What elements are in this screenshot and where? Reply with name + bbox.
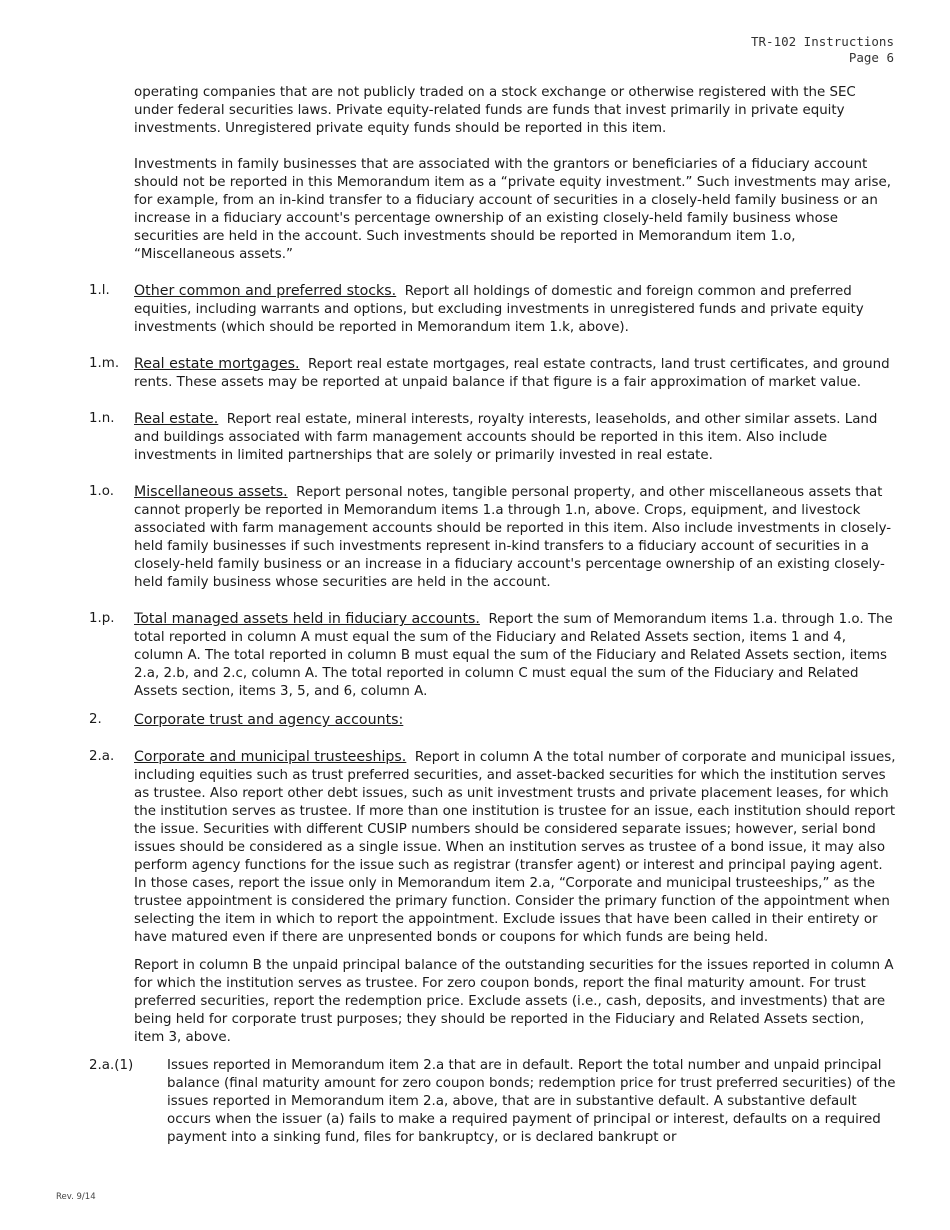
item-title: Other common and preferred stocks. (134, 283, 397, 299)
item-title: Corporate trust and agency accounts: (134, 712, 404, 728)
item-text: Issues reported in Memorandum item 2.a that are in default. Report the total number and unpaid principal balance (final maturity amount for zero coupon bonds; redemption price for trust preferred securities) of the issues reported in Memorandum item 2.a, above, that are in substantive default. A substantive default occurs when the issuer (a) fails to make a required payment of principal or interest, defaults on a required payment into a sinking fund, files for bankruptcy, or is declared bankrupt or (167, 1058, 896, 1145)
item-title: Total managed assets held in fiduciary accounts. (134, 611, 480, 627)
item-title: Real estate. (134, 411, 219, 427)
memo-item-2a-paragraph-2: Report in column B the unpaid principal balance of the outstanding securities for the issues reported in column A for which the institution serves as trustee. For zero coupon bonds, report the final maturity amount. For trust preferred securities, report the redemption price. Exclude assets (i.e., cash, deposits, and investments) that are being held for corporate trust purposes; they should be reported in the Fiduciary and Related Assets section, item 3, above. (134, 958, 894, 1045)
item-number: 2.a. (89, 749, 115, 764)
intro-paragraph-1: operating companies that are not publicly traded on a stock exchange or otherwise registered with the SEC under federal securities laws. Private equity-related funds are funds that invest primarily in private equity investments. Unregistered private equity funds should be reported in this item. (134, 85, 856, 136)
item-number: 1.p. (89, 611, 115, 626)
item-text: Report real estate, mineral interests, royalty interests, leaseholds, and other similar assets. Land and buildings associated with farm management accounts should be reported in this item. Also include investments in limited partnerships that are solely or primarily invested in real estate. (134, 412, 878, 463)
item-number: 1.n. (89, 411, 115, 426)
document-title: TR-102 Instructions (751, 34, 894, 49)
item-number: 1.m. (89, 356, 120, 371)
memo-item-1m (0, 355, 896, 392)
memo-item-2a1 (0, 1057, 896, 1147)
item-number: 2. (89, 712, 102, 727)
page-number: Page 6 (848, 50, 894, 65)
intro-paragraph-2: Investments in family businesses that are associated with the grantors or beneficiaries of a fiduciary account should not be reported in this Memorandum item as a “private equity investment.” Such investments may arise, for example, from an in-kind transfer to a fiduciary account of securities in a closely-held family business or an increase in a fiduciary account's percentage ownership of an existing closely-held family business whose securities are held in the account. Such investments should be reported in Memorandum item 1.o, “Miscellaneous assets.” (134, 157, 892, 262)
item-number: 2.a.(1) (89, 1058, 134, 1073)
item-text: Report personal notes, tangible personal property, and other miscellaneous assets that cannot properly be reported in Memorandum items 1.a through 1.n, above. Crops, equipment, and livestock associated with farm management accounts should be reported in this item. Also include investments in closely-held family businesses if such investments represent in-kind transfers to a fiduciary account of securities in a closely-held family business or an increase in a fiduciary account's percentage ownership of an existing closely-held family business whose securities are held in the account. (134, 485, 892, 590)
item-number: 1.l. (89, 283, 110, 298)
memo-item-2 (0, 711, 896, 730)
memo-item-1p (0, 610, 896, 701)
revision-footer: Rev. 9/14 (56, 1192, 96, 1202)
memo-item-1n (0, 410, 896, 465)
memo-item-1o (0, 483, 896, 592)
document-body (0, 84, 950, 1147)
item-text: Report real estate mortgages, real estate contracts, land trust certificates, and ground rents. These assets may be reported at unpaid balance if that figure is a fair approximation of market value. (134, 357, 890, 390)
memo-item-1l (0, 282, 896, 337)
item-text: Report the sum of Memorandum items 1.a. through 1.o. The total reported in column A must equal the sum of the Fiduciary and Related Assets section, items 1 and 4, column A. The total reported in column B must equal the sum of the Fiduciary and Related Assets section, items 2.a, 2.b, and 2.c, column A. The total reported in column C must equal the sum of the Fiduciary and Related Assets section, items 3, 5, and 6, column A. (134, 612, 893, 699)
item-number: 1.o. (89, 484, 114, 499)
item-title: Corporate and municipal trusteeships. (134, 749, 407, 765)
item-text: Report all holdings of domestic and foreign common and preferred equities, including warrants and options, but excluding investments in unregistered funds and private equity investments (which should be reported in Memorandum item 1.k, above). (134, 284, 864, 335)
item-text: Report in column A the total number of corporate and municipal issues, including equities such as trust preferred securities, and asset-backed securities for which the institution serves as trustee. Also report other debt issues, such as unit investment trusts and private placement leases, for which the institution serves as trustee. If more than one institution is trustee for an issue, each institution should report the issue. Securities with different CUSIP numbers should be considered separate issues; however, serial bond issues should be considered as a single issue. When an institution serves as trustee of a bond issue, it may also perform agency functions for the issue such as registrar (transfer agent) or interest and principal paying agent. In those cases, report the issue only in Memorandum item 2.a, “Corporate and municipal trusteeships,” as the trustee appointment is considered the primary function. Consider the primary function of the appointment when selecting the item in which to report the appointment. Exclude issues that have been called in their entirety or have matured even if there are unpresented bonds or coupons for which funds are being held. (134, 750, 896, 945)
memo-item-2a (0, 748, 896, 947)
item-title: Real estate mortgages. (134, 356, 300, 372)
page-header (751, 34, 894, 66)
item-title: Miscellaneous assets. (134, 484, 288, 500)
